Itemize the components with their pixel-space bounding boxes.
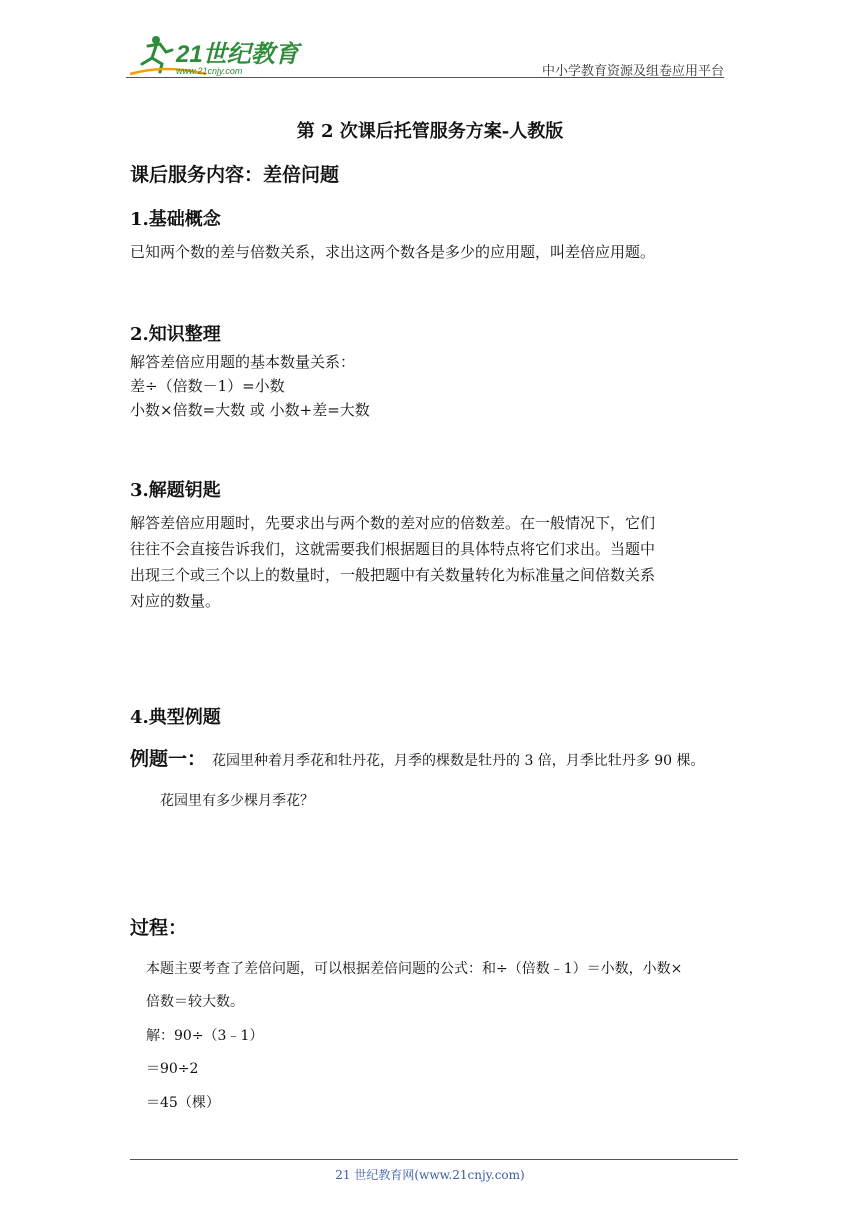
logo-url: www.21cnjy.com <box>176 66 243 76</box>
section-heading-examples: 4.典型例题 <box>130 707 221 728</box>
section-text: 出现三个或三个以上的数量时，一般把题中有关数量转化为标准量之间倍数关系 <box>130 566 656 584</box>
subject-heading: 课后服务内容：差倍问题 <box>130 164 340 186</box>
section-text: 往往不会直接告诉我们，这就需要我们根据题目的具体特点将它们求出。当题中 <box>130 540 656 558</box>
section-text: 解答差倍应用题的基本数量关系： <box>130 353 356 371</box>
process-line: 解：90÷（3﹣1） <box>146 1028 264 1044</box>
section-heading-key: 3.解题钥匙 <box>130 480 221 501</box>
header-divider <box>126 77 724 78</box>
page-title: 第 2 次课后托管服务方案-人教版 <box>296 121 564 142</box>
example-question: 花园里有多少棵月季花？ <box>160 793 314 809</box>
platform-name: 中小学教育资源及组卷应用平台 <box>541 64 724 79</box>
section-text: 已知两个数的差与倍数关系，求出这两个数各是多少的应用题，叫差倍应用题。 <box>130 243 656 261</box>
section-heading-knowledge: 2.知识整理 <box>130 324 221 345</box>
footer-link[interactable]: 21 世纪教育网(www.21cnjy.com) <box>335 1168 525 1182</box>
runner-logo-icon <box>126 34 316 78</box>
formula-line: 小数×倍数=大数 或 小数+差=大数 <box>130 401 370 419</box>
example-text: 花园里种着月季花和牡丹花，月季的棵数是牡丹的 3 倍，月季比牡丹多 90 棵。 <box>212 753 705 769</box>
formula-line: 差÷（倍数－1）=小数 <box>130 377 285 395</box>
section-heading-basic-concept: 1.基础概念 <box>130 209 221 230</box>
process-line: 倍数＝较大数。 <box>146 994 244 1010</box>
process-line: ＝90÷2 <box>146 1061 199 1077</box>
footer-divider <box>130 1159 738 1160</box>
process-label: 过程： <box>130 917 188 939</box>
example-label: 例题一： <box>130 748 207 770</box>
section-text: 解答差倍应用题时，先要求出与两个数的差对应的倍数差。在一般情况下，它们 <box>130 514 656 532</box>
site-logo <box>126 34 316 78</box>
logo-text: 21世纪教育 <box>176 41 299 68</box>
process-line: ＝45（棵） <box>146 1095 220 1111</box>
process-line: 本题主要考查了差倍问题，可以根据差倍问题的公式：和÷（倍数﹣1）＝小数，小数× <box>146 961 683 977</box>
section-text: 对应的数量。 <box>130 592 221 610</box>
